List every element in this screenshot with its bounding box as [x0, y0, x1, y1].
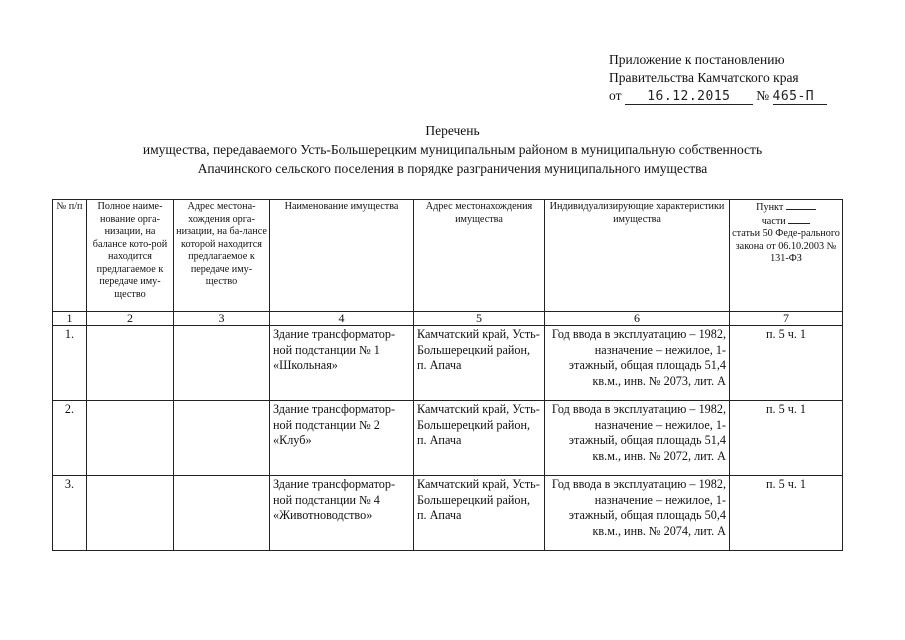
document-subtitle-line-1: имущества, передаваемого Усть-Большерецким муниципальным районом в муниципальную собственность [142, 142, 763, 157]
header-property-address: Адрес местонахождения имущества [414, 200, 545, 312]
row-property-address: Камчатский край, Усть-Большерецкий район, п. Апача [414, 326, 545, 401]
row-characteristics: Год ввода в эксплуатацию – 1982, назначение – нежилое, 1-этажный, общая площадь 51,4 кв.м., инв. № 2073, лит. А [545, 326, 730, 401]
row-organization [87, 476, 174, 551]
table-row [53, 476, 843, 551]
appendix-block [609, 51, 899, 105]
row-organization [87, 401, 174, 476]
row-law-clause: п. 5 ч. 1 [730, 326, 843, 401]
document-title: Перечень [425, 123, 480, 138]
row-property-address: Камчатский край, Усть-Большерецкий район, п. Апача [414, 401, 545, 476]
header-property-name: Наименование имущества [270, 200, 414, 312]
resolution-date: 16.12.2015 [625, 90, 753, 105]
header-characteristics: Индивидуализирующие характеристики имущества [545, 200, 730, 312]
row-characteristics: Год ввода в эксплуатацию – 1982, назначение – нежилое, 1-этажный, общая площадь 50,4 кв.м., инв. № 2074, лит. А [545, 476, 730, 551]
header-number: № п/п [53, 200, 87, 312]
column-number: 6 [545, 312, 730, 326]
table-header-row [53, 200, 843, 312]
appendix-line-2: Правительства Камчатского края [609, 70, 799, 85]
from-label: от [609, 88, 622, 103]
column-number: 3 [174, 312, 270, 326]
row-law-clause: п. 5 ч. 1 [730, 401, 843, 476]
appendix-date-line [609, 87, 899, 105]
row-number: 1. [53, 326, 87, 401]
row-organization-address [174, 401, 270, 476]
header-law-clause: Пункт части статьи 50 Феде-рального закона от 06.10.2003 № 131-ФЗ [730, 200, 843, 312]
row-property-name: Здание трансформатор-ной подстанции № 2 «Клуб» [270, 401, 414, 476]
property-table [52, 199, 843, 551]
column-number: 4 [270, 312, 414, 326]
row-organization-address [174, 326, 270, 401]
row-property-name: Здание трансформатор-ной подстанции № 1 «Школьная» [270, 326, 414, 401]
column-number: 2 [87, 312, 174, 326]
number-label: № [756, 88, 770, 103]
appendix-line-1: Приложение к постановлению [609, 52, 785, 67]
header-organization: Полное наиме-нование орга-низации, на балансе кото-рой находится предлагаемое к передаче иму-щество [87, 200, 174, 312]
row-number: 2. [53, 401, 87, 476]
header-organization-address: Адрес местона-хождения орга-низации, на ба-лансе которой находится предлагаемое к передаче иму-щество [174, 200, 270, 312]
column-number-row [53, 312, 843, 326]
row-property-name: Здание трансформатор-ной подстанции № 4 «Животноводство» [270, 476, 414, 551]
row-organization [87, 326, 174, 401]
row-characteristics: Год ввода в эксплуатацию – 1982, назначение – нежилое, 1-этажный, общая площадь 51,4 кв.м., инв. № 2072, лит. А [545, 401, 730, 476]
row-organization-address [174, 476, 270, 551]
column-number: 7 [730, 312, 843, 326]
row-property-address: Камчатский край, Усть-Большерецкий район, п. Апача [414, 476, 545, 551]
column-number: 1 [53, 312, 87, 326]
resolution-number: 465-П [773, 90, 827, 105]
row-law-clause: п. 5 ч. 1 [730, 476, 843, 551]
table-row [53, 326, 843, 401]
table-row [53, 401, 843, 476]
row-number: 3. [53, 476, 87, 551]
column-number: 5 [414, 312, 545, 326]
document-subtitle-line-2: Апачинского сельского поселения в порядке разграничения муниципального имущества [197, 161, 708, 176]
